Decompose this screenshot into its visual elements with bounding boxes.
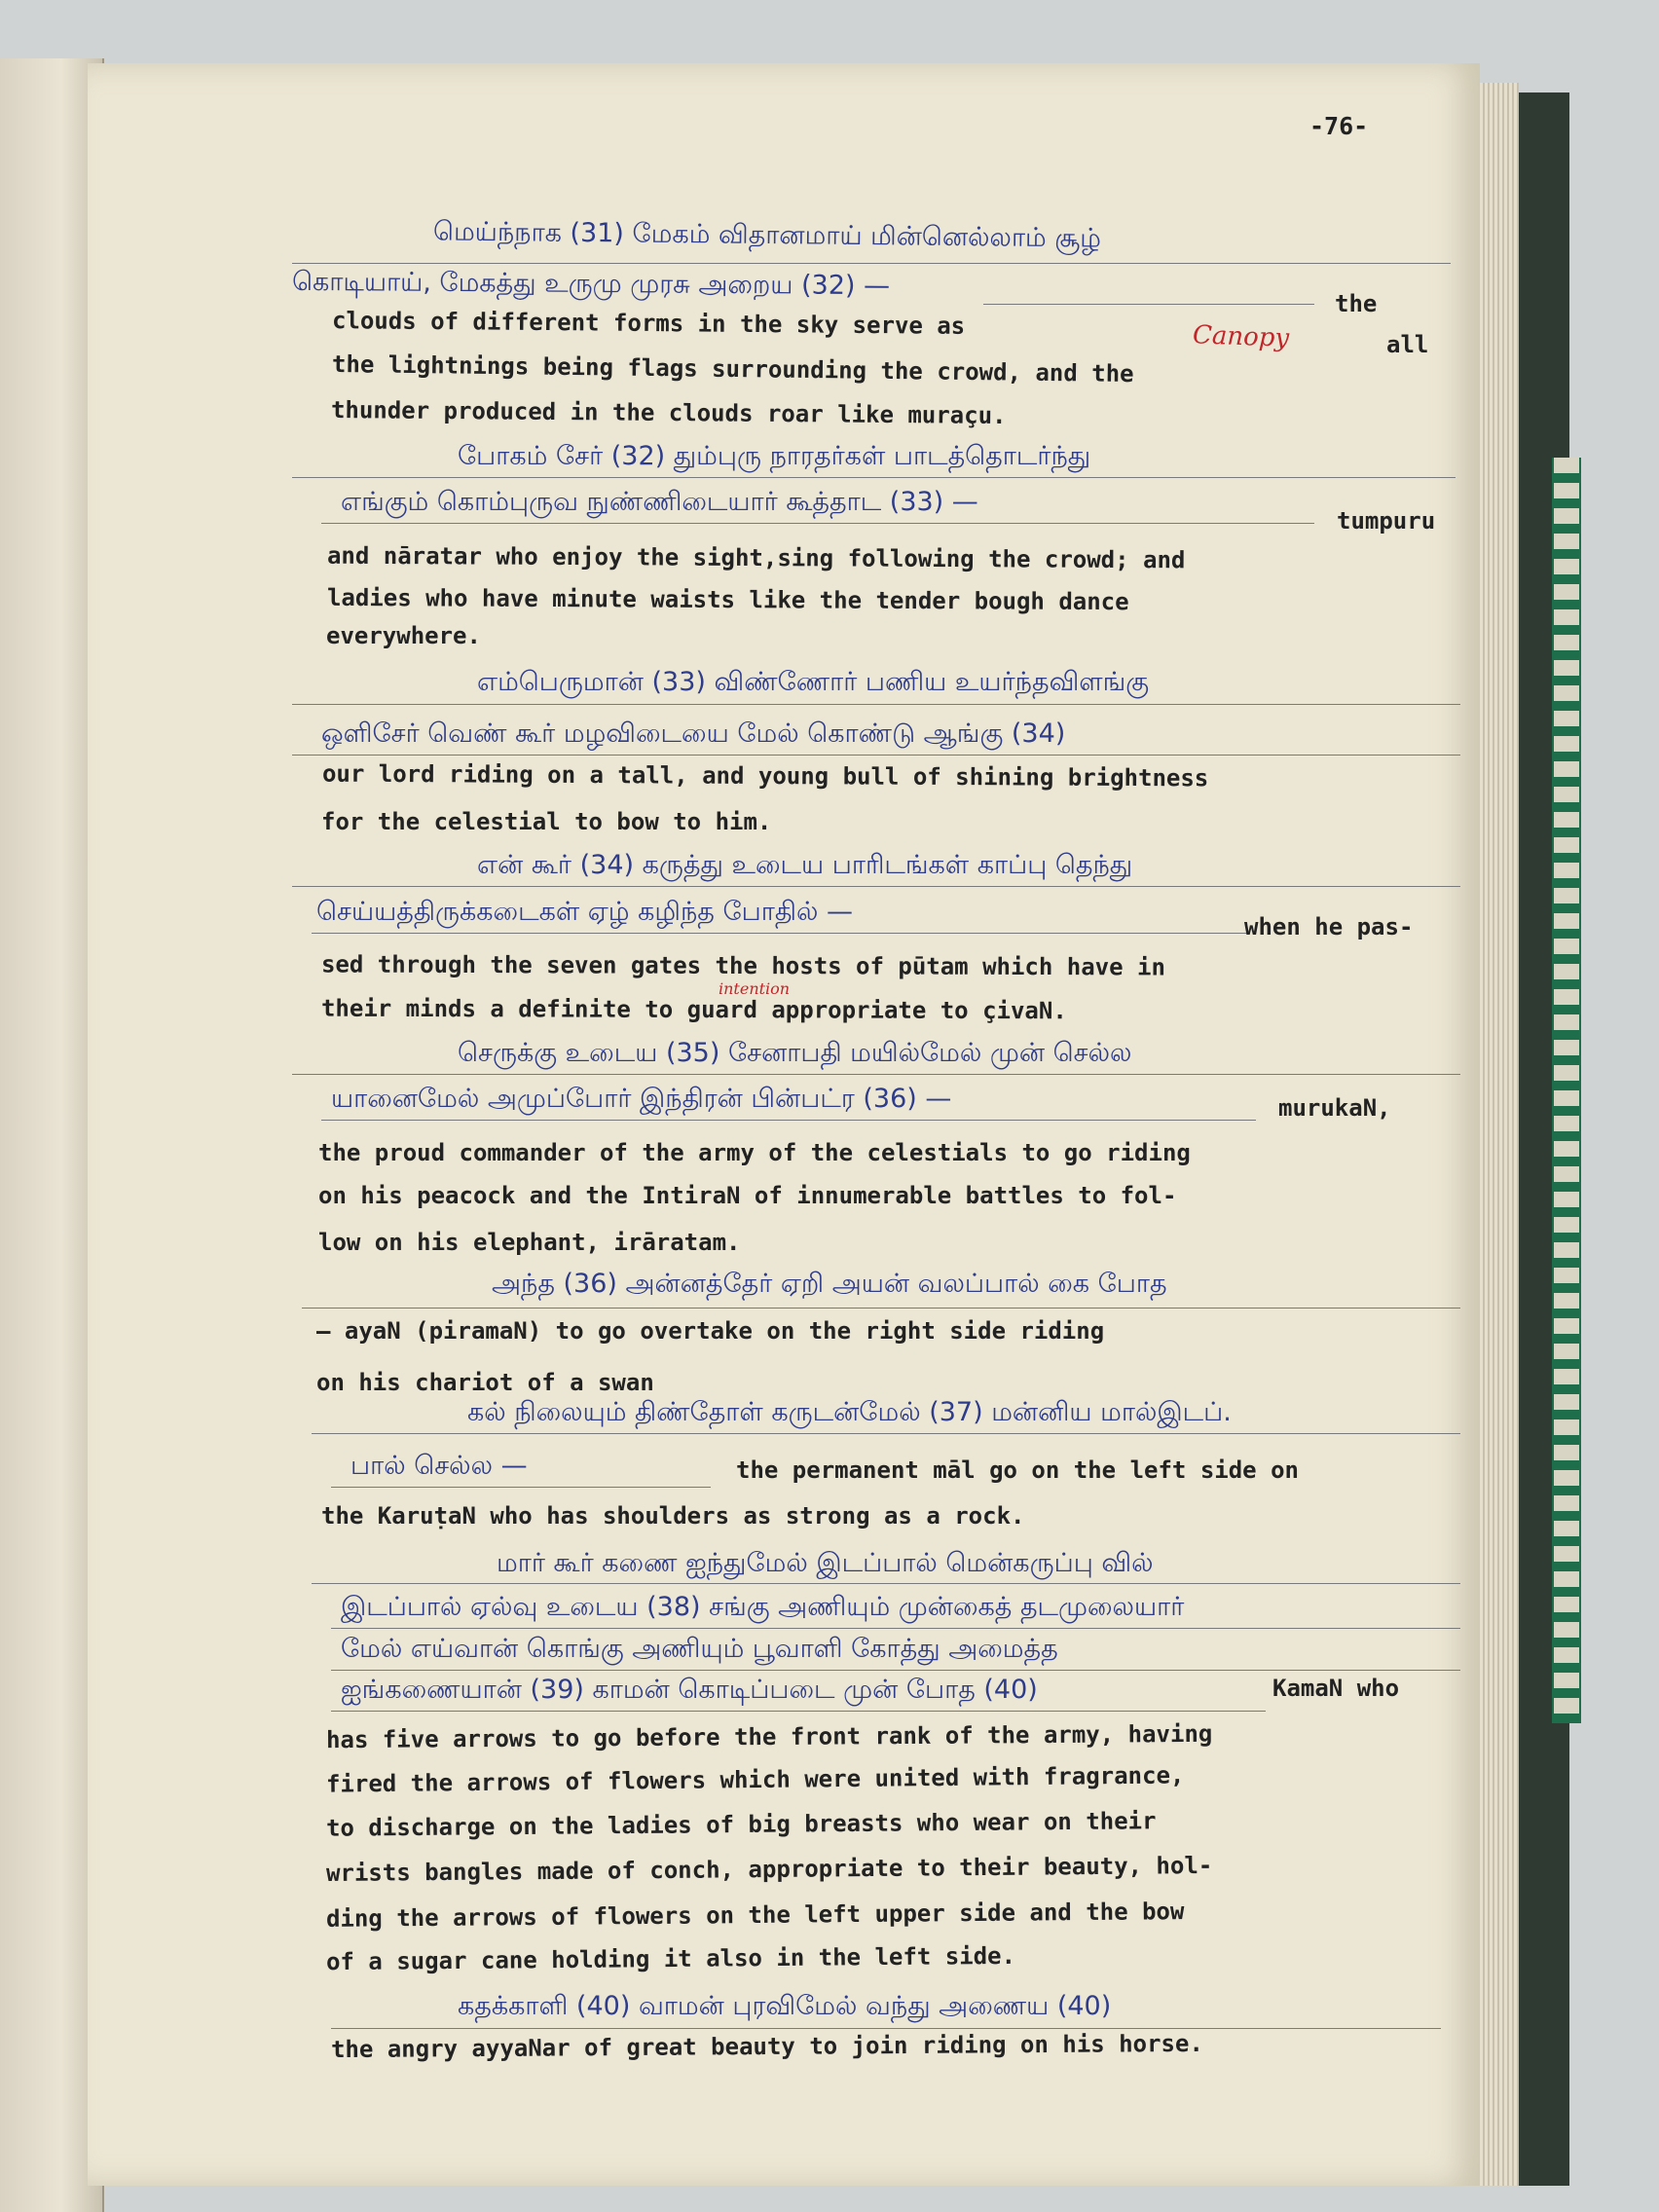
english-line: clouds of different forms in the sky serve as bbox=[331, 307, 966, 340]
tamil-line: பால் செல்ல — bbox=[350, 1451, 528, 1481]
underline bbox=[331, 1628, 1460, 1629]
tamil-line: கதக்காளி (40) வாமன் புரவிமேல் வந்து அணைய (40) bbox=[458, 1991, 1112, 2021]
underline bbox=[292, 477, 1456, 478]
english-line: for the celestial to bow to him. bbox=[321, 808, 772, 835]
underline bbox=[292, 755, 1460, 756]
tamil-line: போகம் சேர் (32) தும்புரு நாரதர்கள் பாடத்தொடர்ந்து bbox=[458, 441, 1091, 471]
tamil-line: மெய்ந்நாக (31) மேகம் விதானமாய் மின்னெல்லாம் சூழ் bbox=[432, 216, 1102, 254]
canopy-annotation: Canopy bbox=[1192, 320, 1290, 353]
english-line: ding the arrows of flowers on the left upper side and the bow bbox=[325, 1898, 1185, 1933]
english-line: low on his elephant, irāratam. bbox=[318, 1229, 741, 1256]
underline bbox=[302, 1308, 1460, 1309]
english-line: the lightnings being flags surrounding the crowd, and the bbox=[331, 350, 1134, 388]
english-line: all bbox=[1386, 331, 1429, 358]
tamil-line: செருக்கு உடைய (35) சேனாபதி மயில்மேல் முன் செல்ல bbox=[458, 1038, 1132, 1068]
underline bbox=[292, 1074, 1460, 1075]
tamil-line: செய்யத்திருக்கடைகள் ஏழ் கழிந்த போதில் — bbox=[316, 897, 853, 927]
tamil-line: ஐங்கணையான் (39) காமன் கொடிப்படை முன் போத (40) bbox=[341, 1675, 1038, 1705]
english-line: KamaN who bbox=[1272, 1675, 1400, 1702]
english-line: the bbox=[1335, 290, 1378, 317]
english-line: when he pas- bbox=[1244, 913, 1414, 940]
tamil-line: மார் கூர் கணை ஐந்துமேல் இடப்பால் மென்கருப்பு வில் bbox=[497, 1548, 1154, 1578]
tamil-line: அந்த (36) அன்னத்தேர் ஏறி அயன் வலப்பால் கை போத bbox=[492, 1269, 1167, 1299]
underline bbox=[292, 886, 1460, 887]
english-line: to discharge on the ladies of big breasts who wear on their bbox=[325, 1807, 1157, 1842]
english-line: ladies who have minute waists like the tender bough dance bbox=[326, 583, 1129, 616]
underline bbox=[331, 1670, 1460, 1671]
underline bbox=[331, 1487, 711, 1488]
english-line: and nāratar who enjoy the sight,sing following the crowd; and bbox=[326, 541, 1186, 574]
english-line: fired the arrows of flowers which were united with fragrance, bbox=[325, 1761, 1185, 1798]
underline bbox=[321, 523, 1314, 524]
english-line: on his peacock and the IntiraN of innumerable battles to fol- bbox=[318, 1182, 1177, 1209]
tamil-line: கல் நிலையும் திண்தோள் கருடன்மேல் (37) மன்னிய மால்இடப். bbox=[467, 1397, 1232, 1427]
english-line: has five arrows to go before the front rank of the army, having bbox=[325, 1719, 1213, 1754]
underline bbox=[312, 1583, 1460, 1584]
tamil-line: என் கூர் (34) கருத்து உடைய பாரிடங்கள் காப்பு தெந்து bbox=[477, 850, 1133, 880]
english-line: on his chariot of a swan bbox=[316, 1369, 654, 1396]
tamil-line: எங்கும் கொம்புருவ நுண்ணிடையார் கூத்தாட (33) — bbox=[341, 487, 978, 517]
intention-annotation: intention bbox=[719, 979, 791, 998]
english-line: sed through the seven gates the hosts of pūtam which have in bbox=[320, 950, 1165, 981]
tamil-line: இடப்பால் ஏல்வு உடைய (38) சங்கு அணியும் முன்கைத் தடமுலையார் bbox=[341, 1592, 1185, 1622]
english-line: the proud commander of the army of the celestials to go riding bbox=[318, 1139, 1191, 1166]
underline bbox=[292, 704, 1460, 705]
underline bbox=[312, 933, 1246, 934]
tamil-line: மேல் எய்வான் கொங்கு அணியும் பூவாளி கோத்து அமைத்த bbox=[341, 1634, 1058, 1664]
english-line: their minds a definite to guard appropriate to çivaN. bbox=[320, 994, 1067, 1025]
english-line: tumpuru bbox=[1337, 507, 1436, 535]
underline bbox=[983, 304, 1314, 305]
underline bbox=[312, 1433, 1460, 1434]
english-line: the angry ayyaNar of great beauty to join riding on his horse. bbox=[330, 2029, 1203, 2064]
english-line: the permanent māl go on the left side on bbox=[736, 1456, 1299, 1484]
underline bbox=[321, 1120, 1256, 1121]
underline bbox=[331, 1711, 1266, 1712]
underline bbox=[331, 2028, 1441, 2029]
english-line: everywhere. bbox=[326, 622, 481, 649]
tamil-line: யானைமேல் அமுப்போர் இந்திரன் பின்பட்ர (36) — bbox=[331, 1084, 952, 1114]
english-line: wrists bangles made of conch, appropriate to their beauty, hol- bbox=[325, 1852, 1213, 1887]
binding-pattern bbox=[1552, 458, 1581, 1723]
english-line: thunder produced in the clouds roar like muraçu. bbox=[330, 395, 1007, 430]
english-line: our lord riding on a tall, and young bull of shining brightness bbox=[321, 759, 1209, 793]
english-line: — ayaN (piramaN) to go overtake on the right side riding bbox=[316, 1317, 1105, 1345]
english-line: murukaN, bbox=[1278, 1094, 1391, 1122]
english-line: the KaruṭaN who has shoulders as strong as a rock. bbox=[321, 1502, 1025, 1530]
english-line: of a sugar cane holding it also in the left side. bbox=[325, 1941, 1016, 1976]
tamil-line: ஒளிசேர் வெண் கூர் மழவிடையை மேல் கொண்டு ஆங்கு (34) bbox=[321, 719, 1066, 749]
tamil-line: கொடியாய், மேகத்து உருமு முரசு அறைய (32) — bbox=[291, 266, 891, 302]
tamil-line: எம்பெருமான் (33) விண்ணோர் பணிய உயர்ந்தவிளங்கு bbox=[477, 667, 1150, 697]
page-number: -76- bbox=[1309, 112, 1369, 140]
underline bbox=[292, 263, 1451, 264]
